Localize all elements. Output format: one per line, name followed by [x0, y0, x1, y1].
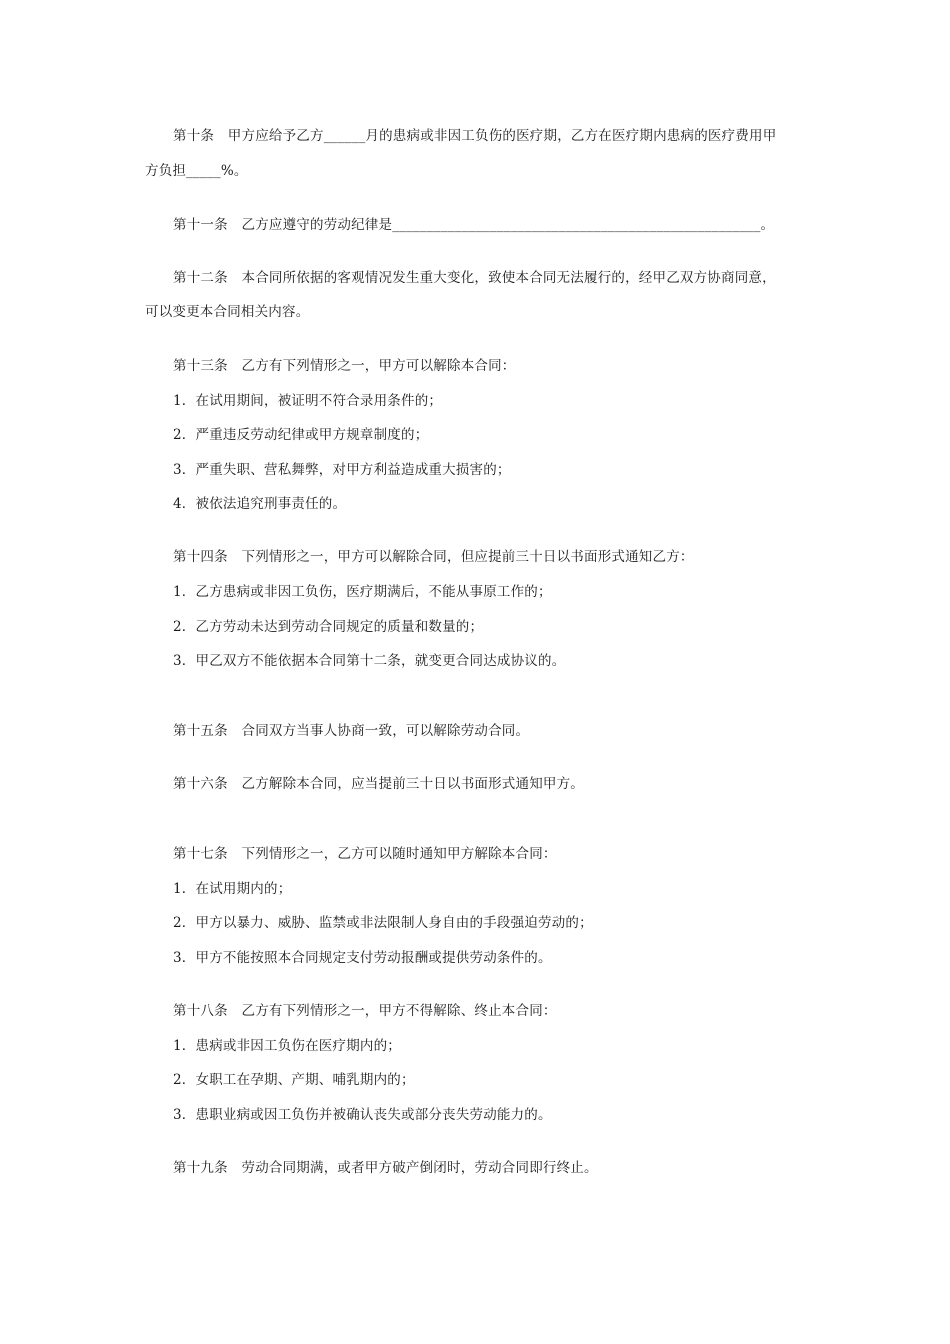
article-16: 第十六条 乙方解除本合同，应当提前三十日以书面形式通知甲方。 [173, 776, 584, 792]
article-12-line-1: 第十二条 本合同所依据的客观情况发生重大变化，致使本合同无法履行的，经甲乙双方协商同意， [173, 270, 776, 286]
article-14-item: 1．乙方患病或非因工负伤，医疗期满后，不能从事原工作的； [173, 584, 552, 600]
article-13-item: 2．严重违反劳动纪律或甲方规章制度的； [173, 427, 429, 443]
article-14-item: 3．甲乙双方不能依据本合同第十二条，就变更合同达成协议的。 [173, 653, 566, 669]
article-18-item: 3．患职业病或因工负伤并被确认丧失或部分丧失劳动能力的。 [173, 1107, 552, 1123]
article-13-item: 4．被依法追究刑事责任的。 [173, 496, 347, 512]
article-13-item: 1．在试用期间，被证明不符合录用条件的； [173, 393, 443, 409]
article-12-line-2: 可以变更本合同相关内容。 [145, 304, 310, 320]
article-14-item: 2．乙方劳动未达到劳动合同规定的质量和数量的； [173, 619, 484, 635]
article-18-item: 2．女职工在孕期、产期、哺乳期内的； [173, 1072, 415, 1088]
article-13-item: 3．严重失职、营私舞弊，对甲方利益造成重大损害的； [173, 462, 511, 478]
article-10-line-1: 第十条 甲方应给予乙方______月的患病或非因工负伤的医疗期，乙方在医疗期内患病的医疗费用甲 [173, 128, 777, 144]
article-17-heading: 第十七条 下列情形之一，乙方可以随时通知甲方解除本合同： [173, 846, 557, 862]
article-18-item: 1．患病或非因工负伤在医疗期内的； [173, 1038, 401, 1054]
article-19: 第十九条 劳动合同期满，或者甲方破产倒闭时，劳动合同即行终止。 [173, 1160, 598, 1176]
article-14-heading: 第十四条 下列情形之一，甲方可以解除合同，但应提前三十日以书面形式通知乙方： [173, 549, 694, 565]
article-13-heading: 第十三条 乙方有下列情形之一，甲方可以解除本合同： [173, 358, 516, 374]
article-17-item: 2．甲方以暴力、威胁、监禁或非法限制人身自由的手段强迫劳动的； [173, 915, 593, 931]
article-18-heading: 第十八条 乙方有下列情形之一，甲方不得解除、终止本合同： [173, 1003, 557, 1019]
article-17-item: 3．甲方不能按照本合同规定支付劳动报酬或提供劳动条件的。 [173, 950, 552, 966]
article-17-item: 1．在试用期内的； [173, 881, 292, 897]
article-15: 第十五条 合同双方当事人协商一致，可以解除劳动合同。 [173, 723, 530, 739]
article-11: 第十一条 乙方应遵守的劳动纪律是_____________________________________________________。 [173, 217, 775, 233]
article-10-line-2: 方负担_____%。 [145, 163, 248, 179]
